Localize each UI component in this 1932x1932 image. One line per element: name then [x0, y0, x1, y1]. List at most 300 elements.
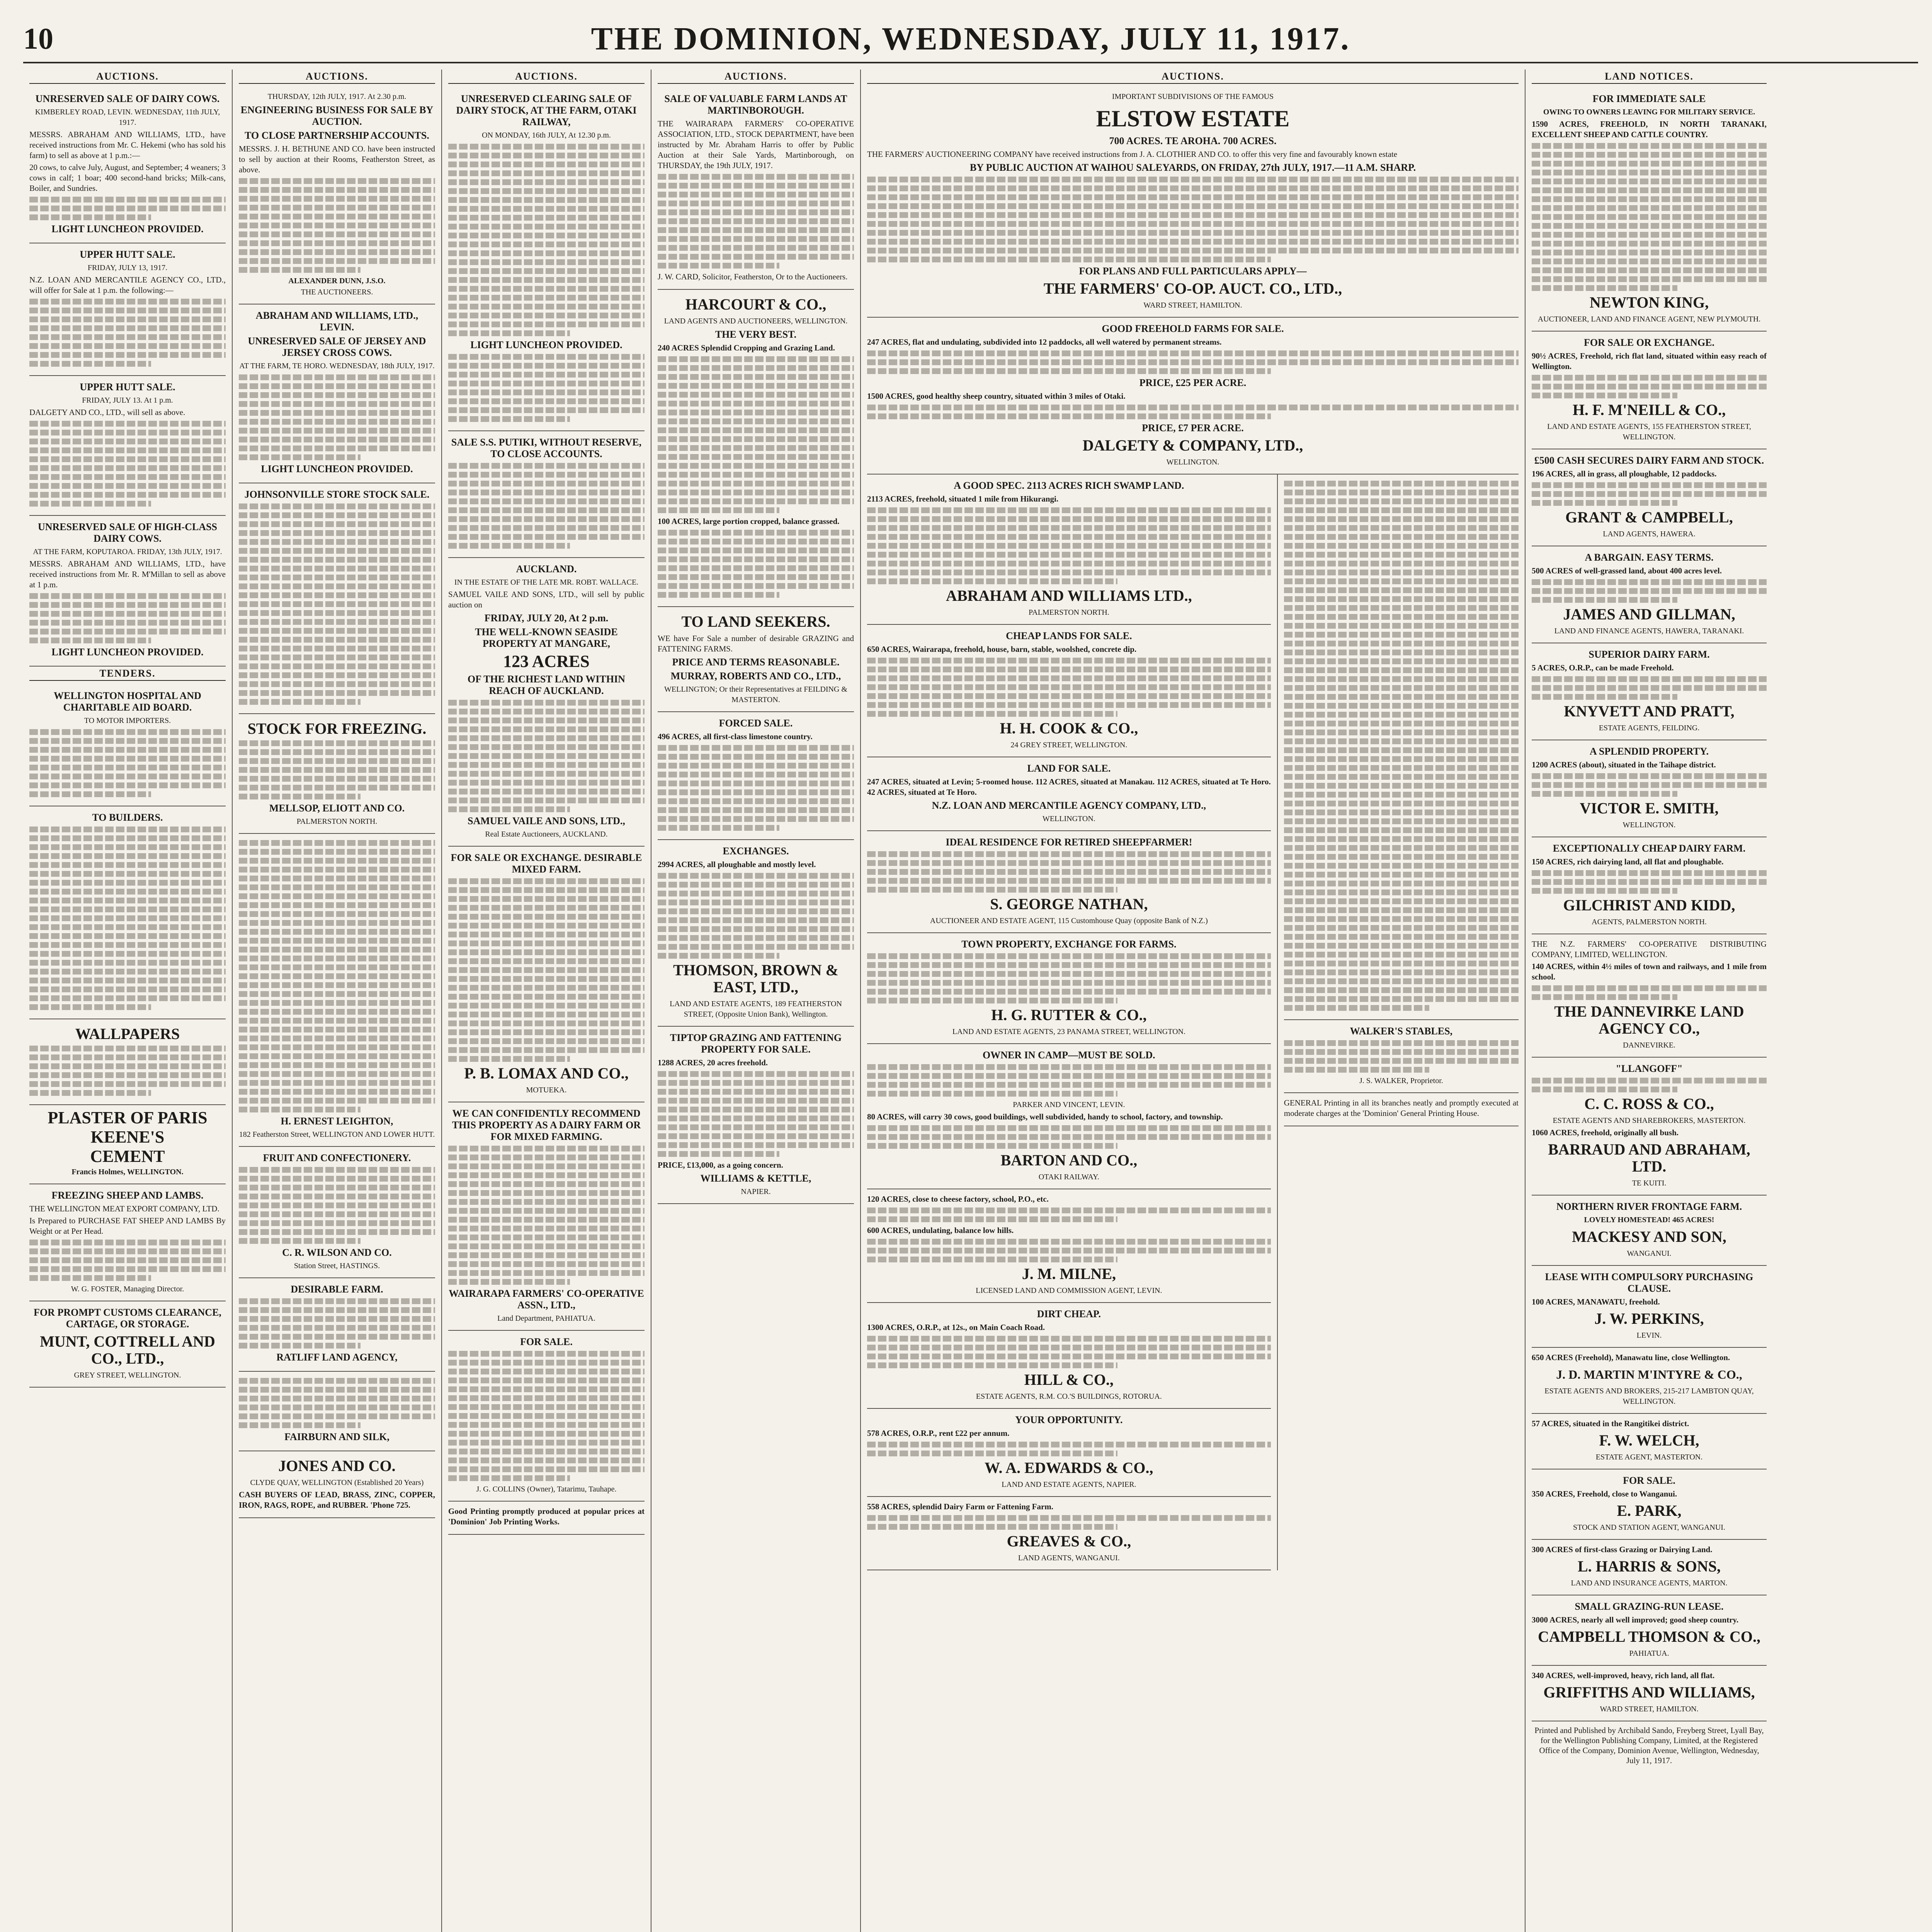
advert-lead: THE WELL-KNOWN SEASIDE PROPERTY AT MANGARE, — [475, 626, 618, 649]
advert-subtitle: AT THE FARM, TE HORO. WEDNESDAY, 18th JULY, 1917. — [239, 362, 435, 370]
advert-items: 20 cows, to calve July, August, and September; 4 weaners; 3 cows in calf; 1 boar; 400 second-hand bricks; Milk-cans, Boiler, and Sundries. — [29, 163, 226, 193]
advert-title: AUCKLAND. — [516, 563, 577, 575]
advert-address: CLYDE QUAY, WELLINGTON (Established 20 Years) — [250, 1478, 424, 1487]
advert-headline: TO LAND SEEKERS. — [681, 613, 830, 630]
advert-address: WANGANUI. — [1627, 1249, 1672, 1258]
advert-signature: SAMUEL VAILE AND SONS, LTD., — [468, 815, 625, 827]
advert-date: BY PUBLIC AUCTION AT WAIHOU SALEYARDS, ON FRIDAY, 27th JULY, 1917.—11 A.M. SHARP. — [969, 162, 1416, 173]
column-wide — [861, 70, 1526, 1932]
advert-title: JOHNSONVILLE STORE STOCK SALE. — [244, 489, 430, 500]
advert — [1532, 740, 1767, 837]
advert-title: YOUR OPPORTUNITY. — [1015, 1414, 1123, 1425]
advert-address: LAND AND INSURANCE AGENTS, MARTON. — [1571, 1579, 1728, 1587]
text-lines — [448, 700, 645, 812]
advert — [1532, 449, 1767, 546]
advert-body: Is Prepared to PURCHASE FAT SHEEP AND LAMBS By Weight or at Per Head. — [29, 1216, 226, 1236]
advert-subtitle: 700 ACRES. TE AROHA. 700 ACRES. — [1109, 135, 1277, 146]
text-lines — [1532, 1078, 1767, 1092]
advert-firm: BARTON AND CO., — [1000, 1151, 1138, 1169]
page-title: THE DOMINION, WEDNESDAY, JULY 11, 1917. — [591, 20, 1350, 57]
advert-note: LIGHT LUNCHEON PROVIDED. — [51, 646, 204, 658]
advert — [867, 1497, 1271, 1570]
advert-title: FOR SALE OR EXCHANGE. DESIRABLE MIXED FARM. — [451, 852, 642, 875]
advert-firm: JAMES AND GILLMAN, — [1563, 605, 1735, 623]
text-lines — [239, 1167, 435, 1244]
advert-firm: VICTOR E. SMITH, — [1580, 799, 1719, 817]
advert-title: SUPERIOR DAIRY FARM. — [1588, 649, 1710, 660]
advert-address: LAND AND ESTATE AGENTS, NAPIER. — [1002, 1480, 1136, 1489]
text-lines — [29, 197, 226, 220]
advert — [867, 318, 1519, 474]
advert — [448, 558, 645, 847]
advert-body: Good Printing promptly produced at popular prices at 'Dominion' Job Printing Works. — [448, 1507, 645, 1526]
advert-body: N.Z. LOAN AND MERCANTILE AGENCY CO., LTD., will offer for Sale at 1 p.m. the following:— — [29, 275, 226, 295]
section-heading: AUCTIONS. — [29, 70, 226, 84]
advert-address: ESTATE AGENTS AND SHAREBROKERS, MASTERTON. — [1553, 1116, 1746, 1125]
advert — [448, 431, 645, 558]
text-lines — [1532, 579, 1767, 603]
advert-acres: 1590 ACRES, FREEHOLD, IN NORTH TARANAKI, EXCELLENT SHEEP AND CATTLE COUNTRY. — [1532, 119, 1767, 139]
advert — [867, 625, 1271, 757]
advert — [448, 1102, 645, 1331]
advert-note: LIGHT LUNCHEON PROVIDED. — [51, 223, 204, 235]
advert-address: WARD STREET, HAMILTON. — [1600, 1705, 1699, 1713]
advert-firm: BARRAUD AND ABRAHAM, LTD. — [1548, 1141, 1750, 1175]
advert-signature: PARKER AND VINCENT, LEVIN. — [1013, 1100, 1125, 1109]
text-lines — [239, 1298, 435, 1349]
text-lines — [1532, 375, 1767, 398]
advert-title: EXCHANGES. — [723, 845, 789, 857]
advert-address: AGENTS, PALMERSTON NORTH. — [1592, 918, 1707, 926]
text-lines — [658, 745, 854, 831]
advert-body: WE have For Sale a number of desirable GRAZING and FATTENING FARMS. — [658, 634, 854, 653]
advert-address: AUCTIONEER, LAND AND FINANCE AGENT, NEW PLYMOUTH. — [1537, 315, 1761, 323]
advert-subtitle: ON MONDAY, 16th JULY, At 12.30 p.m. — [482, 131, 611, 139]
advert-firm: S. GEORGE NATHAN, — [990, 895, 1148, 913]
text-lines — [867, 1239, 1271, 1262]
advert — [239, 1451, 435, 1518]
advert-firm: H. F. M'NEILL & CO., — [1572, 401, 1726, 418]
text-lines — [1284, 481, 1519, 1011]
text-lines — [29, 1046, 226, 1096]
column-5 — [861, 474, 1278, 1570]
advert-acres: 1288 ACRES, 20 acres freehold. — [658, 1058, 768, 1067]
advert-address: 182 Featherston Street, WELLINGTON AND LOWER HUTT. — [239, 1130, 435, 1139]
advert-acres: 650 ACRES (Freehold), Manawatu line, close Wellington. — [1532, 1353, 1730, 1362]
text-lines — [867, 1208, 1271, 1222]
section-heading: AUCTIONS. — [867, 70, 1519, 84]
advert-address: LEVIN. — [1636, 1331, 1662, 1340]
advert-items: 247 ACRES, situated at Levin; 5-roomed house. 112 ACRES, situated at Manakau. 112 ACRES, situated at Te Horo. 42 ACRES, situated at Te Horo. — [867, 777, 1271, 797]
advert-title: SMALL GRAZING-RUN LEASE. — [1575, 1601, 1724, 1612]
wide-split — [861, 474, 1525, 1570]
advert-address: TE KUITI. — [1632, 1179, 1667, 1187]
advert-subtitle: TO MOTOR IMPORTERS. — [84, 716, 171, 725]
advert-title: UNRESERVED SALE OF DAIRY COWS. — [35, 93, 220, 104]
advert-title: DIRT CHEAP. — [1037, 1308, 1101, 1320]
advert — [658, 1027, 854, 1204]
advert-headline: CEMENT — [90, 1147, 165, 1166]
advert-firm: N.Z. LOAN AND MERCANTILE AGENCY COMPANY, LTD., — [932, 800, 1206, 811]
advert — [867, 1189, 1271, 1303]
advert-address: LICENSED LAND AND COMMISSION AGENT, LEVIN. — [976, 1286, 1162, 1295]
advert — [29, 516, 226, 667]
advert-price: PRICE, £13,000, as a going concern. — [658, 1160, 783, 1170]
text-lines — [239, 374, 435, 460]
advert-address: LAND AND FINANCE AGENTS, HAWERA, TARANAKI. — [1554, 627, 1744, 635]
advert-headline: KEENE'S — [90, 1128, 165, 1146]
advert — [239, 1372, 435, 1451]
advert-title: TOWN PROPERTY, EXCHANGE FOR FARMS. — [961, 939, 1177, 950]
advert-acres: 90½ ACRES, Freehold, rich flat land, situated within easy reach of Wellington. — [1532, 351, 1767, 371]
advert — [448, 1331, 645, 1502]
advert-title: DESIRABLE FARM. — [291, 1284, 383, 1295]
advert — [1284, 1020, 1519, 1093]
advert-firm: JONES AND CO. — [278, 1457, 396, 1475]
advert — [1532, 332, 1767, 449]
advert-subtitle: FRIDAY, JULY 13. At 1 p.m. — [82, 396, 173, 405]
text-lines — [1532, 870, 1767, 894]
advert-title: FOR SALE OR EXCHANGE. — [1583, 337, 1715, 348]
masthead — [23, 15, 1918, 63]
advert-firm: J. D. MARTIN M'INTYRE & CO., — [1556, 1367, 1742, 1381]
advert-title: LEASE WITH COMPULSORY PURCHASING CLAUSE. — [1545, 1271, 1753, 1294]
advert-firm: DALGETY & COMPANY, LTD., — [1082, 437, 1303, 454]
advert-acres: 350 ACRES, Freehold, close to Wanganui. — [1532, 1489, 1677, 1498]
advert-address: LAND AND ESTATE AGENTS, 155 FEATHERSTON STREET, WELLINGTON. — [1547, 422, 1751, 441]
advert-firm: WALKER'S STABLES, — [1350, 1026, 1453, 1037]
advert-acres: 3000 ACRES, nearly all well improved; good sheep country. — [1532, 1615, 1739, 1624]
advert-firm: F. W. WELCH, — [1599, 1432, 1699, 1449]
advert-subtitle: KIMBERLEY ROAD, LEVIN. WEDNESDAY, 11th JULY, 1917. — [35, 108, 220, 127]
advert-acres: 1060 ACRES, freehold, originally all bush. — [1532, 1128, 1679, 1137]
advert-subtitle: LOVELY HOMESTEAD! 465 ACRES! — [1584, 1216, 1714, 1224]
advert-title: UNRESERVED SALE OF HIGH-CLASS DAIRY COWS. — [37, 521, 218, 544]
advert-note: LIGHT LUNCHEON PROVIDED. — [261, 463, 413, 474]
advert-title: FOR SALE. — [1623, 1475, 1675, 1486]
advert — [239, 1147, 435, 1278]
advert-firm: THOMSON, BROWN & EAST, LTD., — [673, 961, 838, 996]
advert-note: LIGHT LUNCHEON PROVIDED. — [470, 339, 622, 350]
advert-acres: 1200 ACRES (about), situated in the Taihape district. — [1532, 760, 1716, 769]
column-1 — [23, 70, 233, 1932]
advert-firm: HARCOURT & CO., — [685, 296, 827, 313]
advert-acres: 2113 ACRES, freehold, situated 1 mile from Hikurangi. — [867, 494, 1059, 503]
advert-acres: 100 ACRES, large portion cropped, balance grassed. — [658, 517, 840, 526]
advert-body: DALGETY AND CO., LTD., will sell as above. — [29, 408, 185, 417]
advert-title: SALE S.S. PUTIKI, WITHOUT RESERVE, TO CLOSE ACCOUNTS. — [451, 437, 642, 459]
advert-acres: 600 ACRES, undulating, balance low hills. — [867, 1226, 1014, 1235]
advert-title: IMPORTANT SUBDIVISIONS OF THE FAMOUS — [1112, 92, 1274, 101]
advert-plans: FOR PLANS AND FULL PARTICULARS APPLY— — [1079, 265, 1307, 277]
advert-body: SAMUEL VAILE AND SONS, LTD., will sell by public auction on — [448, 590, 645, 609]
advert-title: £500 CASH SECURES DAIRY FARM AND STOCK. — [1534, 455, 1764, 466]
advert — [29, 376, 226, 516]
advert-acres: 120 ACRES, close to cheese factory, school, P.O., etc. — [867, 1194, 1049, 1204]
text-lines — [448, 1146, 645, 1285]
text-lines — [29, 299, 226, 367]
advert-title: FRUIT AND CONFECTIONERY. — [263, 1152, 411, 1163]
advert-address: STOCK AND STATION AGENT, WANGANUI. — [1573, 1523, 1725, 1532]
advert-address: LAND AGENTS, WANGANUI. — [1018, 1554, 1120, 1562]
advert — [1532, 88, 1767, 332]
advert-firm: THE WELLINGTON MEAT EXPORT COMPANY, LTD. — [29, 1204, 219, 1213]
advert — [867, 757, 1271, 831]
advert-title: A BARGAIN. EASY TERMS. — [1585, 552, 1714, 563]
advert-acres: 300 ACRES of first-class Grazing or Dairying Land. — [1532, 1545, 1713, 1554]
advert-title: FORCED SALE. — [719, 718, 793, 729]
advert-price: PRICE, £25 PER ACRE. — [1139, 377, 1247, 388]
advert — [1532, 1266, 1767, 1348]
advert-firm: W. A. EDWARDS & CO., — [985, 1459, 1153, 1476]
advert — [867, 1409, 1271, 1497]
advert-acres: 1300 ACRES, O.R.P., at 12s., on Main Coach Road. — [867, 1323, 1045, 1332]
advert-body: MESSRS. J. H. BETHUNE AND CO. have been instructed to sell by auction at their Rooms, Featherston Street, as above. — [239, 144, 435, 174]
advert-firm: MACKESY AND SON, — [1572, 1228, 1726, 1245]
advert-title: TO BUILDERS. — [92, 812, 163, 823]
advert-address: LAND AGENTS, HAWERA. — [1603, 530, 1696, 538]
advert — [239, 1278, 435, 1372]
section-heading: AUCTIONS. — [658, 70, 854, 84]
advert-address: Real Estate Auctioneers, AUCKLAND. — [485, 830, 608, 838]
advert-title: UNRESERVED SALE OF JERSEY AND JERSEY CROSS COWS. — [248, 335, 426, 358]
advert-acres: 2994 ACRES, all ploughable and mostly level. — [658, 860, 816, 869]
advert-firm: MELLSOP, ELIOTT AND CO. — [269, 803, 405, 814]
advert-acres: 578 ACRES, O.R.P., rent £22 per annum. — [867, 1429, 1010, 1438]
text-lines — [658, 174, 854, 269]
advert-body: THE N.Z. FARMERS' CO-OPERATIVE DISTRIBUTING COMPANY, LIMITED, WELLINGTON. — [1532, 939, 1767, 959]
advert-acres: 247 ACRES, flat and undulating, subdivided into 12 paddocks, all well watered by permanent streams. — [867, 337, 1222, 347]
text-lines — [1284, 1040, 1519, 1073]
advert — [29, 1105, 226, 1184]
advert-subtitle: FRIDAY, JULY 13, 1917. — [87, 264, 168, 272]
text-lines — [29, 827, 226, 1010]
advert-firm: MURRAY, ROBERTS AND CO., LTD., — [670, 670, 841, 682]
advert-subtitle: THURSDAY, 12th JULY, 1917. At 2.30 p.m. — [267, 92, 406, 101]
advert-firm: GRANT & CAMPBELL, — [1565, 509, 1733, 526]
advert-firm: WAIRARAPA FARMERS' CO-OPERATIVE ASSN., LTD., — [449, 1288, 644, 1311]
advert-subtitle: IN THE ESTATE OF THE LATE MR. ROBT. WALLACE. — [454, 578, 639, 587]
advert-headline: ELSTOW ESTATE — [1096, 106, 1290, 131]
advert-tail: OF THE RICHEST LAND WITHIN REACH OF AUCKLAND. — [468, 673, 625, 696]
text-lines — [1532, 143, 1767, 291]
text-lines — [867, 177, 1519, 262]
advert-title: SALE OF VALUABLE FARM LANDS AT MARTINBOROUGH. — [664, 93, 847, 116]
advert-acres: 196 ACRES, all in grass, all ploughable, 12 paddocks. — [1532, 469, 1717, 478]
text-lines — [239, 740, 435, 799]
advert-firm: P. B. LOMAX AND CO., — [464, 1065, 629, 1082]
text-lines — [867, 1125, 1271, 1149]
text-lines — [448, 463, 645, 549]
column-6 — [1278, 474, 1525, 1570]
advert-firm: E. PARK, — [1617, 1502, 1682, 1519]
advert-address: Land Department, PAHIATUA. — [497, 1314, 595, 1323]
advert-title: IDEAL RESIDENCE FOR RETIRED SHEEPFARMER! — [946, 837, 1192, 848]
advert-firm: THE FARMERS' CO-OP. AUCT. CO., LTD., — [1043, 280, 1342, 297]
advert — [239, 714, 435, 834]
advert-address: WARD STREET, HAMILTON. — [1143, 301, 1242, 310]
advert-address: ESTATE AGENTS, FEILDING. — [1599, 724, 1700, 732]
advert-acres: 80 ACRES, will carry 30 cows, good buildings, well subdivided, handy to school, factory, and township. — [867, 1112, 1223, 1121]
advert — [1284, 1093, 1519, 1126]
advert-signature: W. G. FOSTER, Managing Director. — [71, 1285, 184, 1293]
advert — [1284, 474, 1519, 1020]
advert — [1532, 1469, 1767, 1540]
advert — [867, 474, 1271, 625]
advert-subtitle: PRICE AND TERMS REASONABLE. — [672, 656, 840, 668]
advert-body: GENERAL Printing in all its branches neatly and promptly executed at moderate charges at the 'Dominion' General Printing House. — [1284, 1098, 1519, 1118]
advert-firm: GILCHRIST AND KIDD, — [1563, 896, 1735, 914]
advert-headline: STOCK FOR FREEZING. — [247, 720, 427, 737]
advert-firm: J. W. PERKINS, — [1594, 1310, 1704, 1327]
advert — [867, 933, 1271, 1044]
advert-firm: CAMPBELL THOMSON & CO., — [1538, 1628, 1760, 1645]
advert-body: CASH BUYERS OF LEAD, BRASS, ZINC, COPPER, IRON, RAGS, ROPE, and RUBBER. 'Phone 725. — [239, 1490, 435, 1510]
columns — [23, 70, 1918, 1932]
advert-firm: C. R. WILSON AND CO. — [282, 1247, 392, 1258]
advert-firm: MUNT, COTTRELL AND CO., LTD., — [40, 1333, 215, 1367]
advert — [239, 88, 435, 304]
imprint: Printed and Published by Archibald Sando, Freyberg Street, Lyall Bay, for the Wellington Publishing Company, Limited, at the Registered Office of the Company, Dominion Avenue, Wellington, Wednesday, July 11, 1917. — [1534, 1726, 1764, 1765]
advert-acres: 100 ACRES, MANAWATU, freehold. — [1532, 1297, 1660, 1306]
advert-subtitle: AT THE FARM, KOPUTAROA. FRIDAY, 13th JULY, 1917. — [33, 548, 222, 556]
advert — [658, 607, 854, 712]
advert-acres: 57 ACRES, situated in the Rangitikei district. — [1532, 1419, 1689, 1428]
advert-subtitle: LAND AGENTS AND AUCTIONEERS, WELLINGTON. — [664, 317, 848, 325]
advert — [1532, 837, 1767, 934]
text-lines — [658, 356, 854, 513]
advert-elstow — [867, 88, 1519, 318]
advert-title: CHEAP LANDS FOR SALE. — [1006, 630, 1132, 641]
advert-date: FRIDAY, JULY 20, At 2 p.m. — [484, 612, 609, 624]
advert — [867, 831, 1271, 933]
advert — [867, 1303, 1271, 1409]
advert-signature: J. S. WALKER, Proprietor. — [1359, 1077, 1443, 1085]
advert-title: "LLANGOFF" — [1616, 1063, 1683, 1074]
advert-title: THE VERY BEST. — [715, 329, 797, 340]
advert — [1532, 1666, 1767, 1721]
advert-firm: ABRAHAM AND WILLIAMS LTD., — [946, 587, 1192, 604]
advert-acres: 240 ACRES Splendid Cropping and Grazing Land. — [658, 343, 835, 352]
advert — [1532, 1348, 1767, 1414]
advert-title: LAND FOR SALE. — [1027, 763, 1111, 774]
advert-title: UPPER HUTT SALE. — [80, 381, 175, 393]
advert-address: GREY STREET, WELLINGTON. — [74, 1371, 181, 1379]
advert — [29, 1184, 226, 1301]
advert-title: UNRESERVED CLEARING SALE OF DAIRY STOCK, AT THE FARM, OTAKI RAILWAY, — [456, 93, 637, 128]
advert-firm: WILLIAMS & KETTLE, — [700, 1173, 811, 1184]
text-lines — [448, 144, 645, 336]
text-lines — [239, 1378, 435, 1428]
advert — [1532, 1595, 1767, 1666]
advert-title: GOOD FREEHOLD FARMS FOR SALE. — [1102, 323, 1284, 334]
text-lines — [1532, 676, 1767, 700]
advert-signature: J. W. CARD, Solicitor, Featherston, Or to the Auctioneers. — [658, 272, 848, 281]
text-lines — [867, 1442, 1271, 1456]
advert-title: A GOOD SPEC. 2113 ACRES RICH SWAMP LAND. — [954, 480, 1184, 491]
advert-body: MESSRS. ABRAHAM AND WILLIAMS, LTD., have received instructions from Mr. R. M'Millan to sell as above at 1 p.m. — [29, 559, 226, 589]
advert-address: MOTUEKA. — [526, 1086, 567, 1094]
column-4 — [651, 70, 861, 1932]
advert-firm: GREAVES & CO., — [1007, 1532, 1131, 1550]
advert — [29, 806, 226, 1019]
advert — [29, 1301, 226, 1388]
advert-address: Station Street, HASTINGS. — [294, 1262, 380, 1270]
advert — [239, 834, 435, 1147]
text-lines — [658, 1071, 854, 1157]
text-lines — [1532, 773, 1767, 797]
advert-firm: THE DANNEVIRKE LAND AGENCY CO., — [1554, 1003, 1744, 1037]
advert — [448, 847, 645, 1102]
advert-address: PALMERSTON NORTH. — [296, 817, 378, 826]
advert-acres: 5 ACRES, O.R.P., can be made Freehold. — [1532, 663, 1674, 672]
advert-signature: H. ERNEST LEIGHTON, — [281, 1116, 393, 1127]
advert — [1532, 1540, 1767, 1595]
advert — [1532, 1058, 1767, 1196]
advert-address: LAND AND ESTATE AGENTS, 23 PANAMA STREET, WELLINGTON. — [952, 1027, 1185, 1036]
advert — [29, 88, 226, 243]
advert-address: ESTATE AGENT, MASTERTON. — [1595, 1453, 1703, 1461]
advert-body: MESSRS. ABRAHAM AND WILLIAMS, LTD., have received instructions from Mr. C. Hekemi (who has sold his farm) to sell as above at 1 p.m.:— — [29, 130, 226, 160]
advert-firm: HILL & CO., — [1024, 1371, 1114, 1388]
advert-title: FOR SALE. — [520, 1336, 573, 1347]
advert-acres: 140 ACRES, within 4½ miles of town and railways, and 1 mile from school. — [1532, 962, 1767, 981]
advert — [1532, 546, 1767, 643]
advert-firm: ABRAHAM AND WILLIAMS, LTD., LEVIN. — [255, 310, 418, 333]
advert — [448, 88, 645, 431]
advert-firm: C. C. ROSS & CO., — [1584, 1095, 1714, 1112]
text-lines — [448, 1351, 645, 1481]
advert-firm: Francis Holmes, WELLINGTON. — [71, 1168, 184, 1176]
advert-title: WELLINGTON HOSPITAL AND CHARITABLE AID BOARD. — [54, 690, 201, 713]
advert-title: FOR PROMPT CUSTOMS CLEARANCE, CARTAGE, OR STORAGE. — [34, 1307, 221, 1330]
advert-title: UPPER HUTT SALE. — [80, 249, 175, 260]
advert-signature: J. G. COLLINS (Owner), Tatarimu, Tauhape. — [476, 1485, 617, 1493]
advert-firm: GRIFFITHS AND WILLIAMS, — [1543, 1684, 1755, 1701]
section-heading: AUCTIONS. — [448, 70, 645, 84]
advert — [658, 840, 854, 1027]
advert-address: LAND AND ESTATE AGENTS, 189 FEATHERSTON STREET, (Opposite Union Bank), Wellington. — [670, 1000, 842, 1019]
advert-address: PAHIATUA. — [1629, 1649, 1669, 1658]
advert-firm: L. HARRIS & SONS, — [1577, 1558, 1721, 1575]
section-heading: AUCTIONS. — [239, 70, 435, 84]
advert-firm: H. G. RUTTER & CO., — [991, 1006, 1147, 1024]
advert-address: 24 GREY STREET, WELLINGTON. — [1010, 741, 1128, 749]
advert-title: EXCEPTIONALLY CHEAP DAIRY FARM. — [1553, 843, 1746, 854]
advert — [29, 243, 226, 376]
advert-address: WELLINGTON; Or their Representatives at FEILDING & MASTERTON. — [664, 685, 847, 704]
text-lines — [867, 405, 1519, 419]
text-lines — [29, 421, 226, 507]
advert — [1532, 934, 1767, 1058]
advert-title: OWNER IN CAMP—MUST BE SOLD. — [983, 1049, 1155, 1061]
text-lines — [867, 1515, 1271, 1530]
advert-acres: 500 ACRES of well-grassed land, about 400 acres level. — [1532, 566, 1722, 575]
text-lines — [658, 530, 854, 598]
text-lines — [1532, 985, 1767, 1000]
text-lines — [867, 507, 1271, 584]
advert-headline: WALLPAPERS — [75, 1025, 180, 1043]
text-lines — [658, 873, 854, 959]
advert — [867, 1044, 1271, 1189]
advert — [658, 88, 854, 290]
advert-address: NAPIER. — [741, 1187, 771, 1196]
advert — [1532, 643, 1767, 740]
text-lines — [448, 878, 645, 1062]
advert-firm: J. M. MILNE, — [1022, 1265, 1116, 1282]
advert-title: WE CAN CONFIDENTLY RECOMMEND THIS PROPERTY AS A DAIRY FARM OR FOR MIXED FARMING. — [452, 1108, 641, 1142]
advert-address: ESTATE AGENTS, R.M. CO.'S BUILDINGS, ROTORUA. — [976, 1392, 1162, 1401]
